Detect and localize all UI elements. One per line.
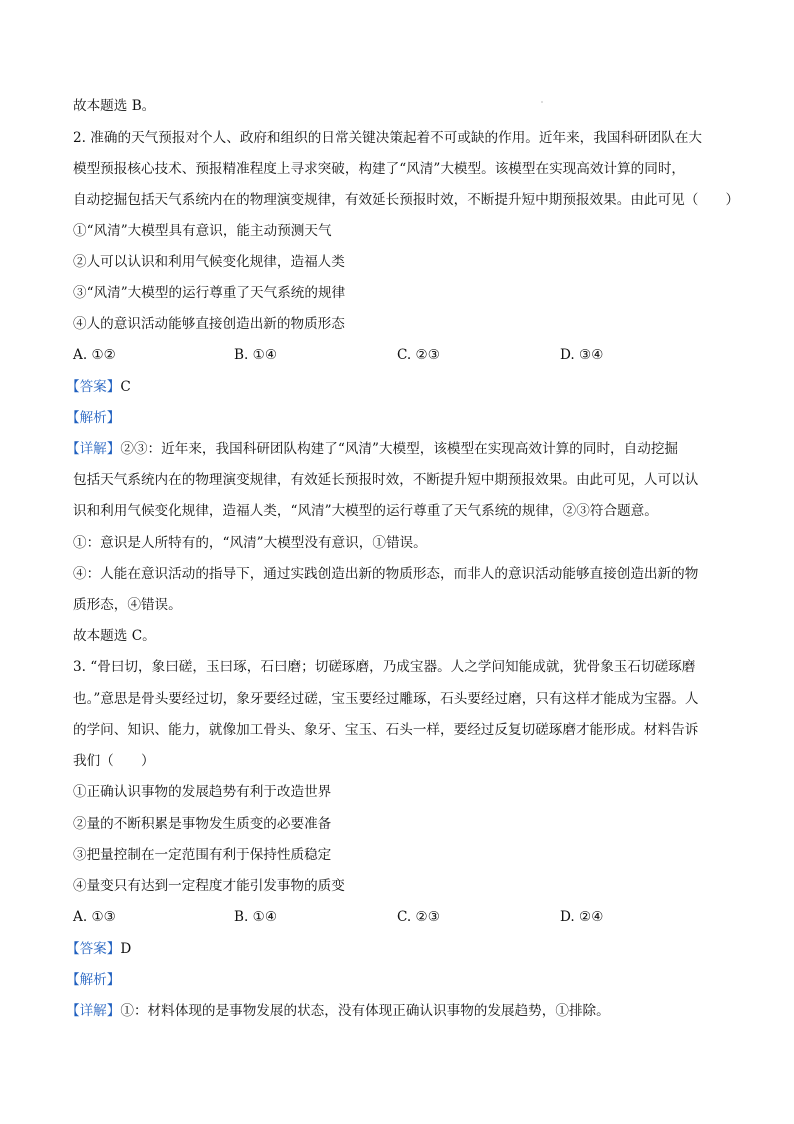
detail-tag: 【详解】 — [66, 441, 121, 457]
analysis-tag: 【解析】 — [66, 972, 121, 988]
q3-detail-line-1: 【详解】①：材料体现的是事物发展的状态，没有体现正确认识事物的发展趋势，①排除。 — [66, 1003, 610, 1019]
q2-option-d: D. ③④ — [560, 347, 604, 363]
q2-statement-4: ④人的意识活动能够直接创造出新的物质形态 — [73, 316, 345, 332]
detail-tag: 【详解】 — [66, 1003, 121, 1019]
q3-statement-4: ④量变只有达到一定程度才能引发事物的质变 — [73, 878, 345, 894]
q2-statement-1: ①“风清”大模型具有意识，能主动预测天气 — [73, 223, 332, 239]
q2-stem-line-3: 自动挖掘包括天气系统内在的物理演变规律，有效延长预报时效，不断提升短中期预报效果。由此可见（ ） — [73, 192, 740, 208]
q3-statement-3: ③把量控制在一定范围有利于保持性质稳定 — [73, 847, 332, 863]
q3-analysis-row — [66, 970, 726, 990]
q3-option-a: A. ①③ — [73, 909, 116, 925]
answer-tag: 【答案】 — [66, 941, 121, 957]
q2-option-b: B. ①④ — [234, 347, 278, 363]
q2-stem-line-2: 模型预报核心技术、预报精准程度上寻求突破，构建了“风清”大模型。该模型在实现高效计算的同时， — [73, 161, 686, 177]
q2-conclusion: 故本题选 C。 — [73, 628, 156, 644]
q2-detail-line-5: ④：人能在意识活动的指导下，通过实践创造出新的物质形态，而非人的意识活动能够直接创造出新的物 — [73, 566, 699, 582]
previous-conclusion: 故本题选 B。 — [73, 98, 156, 114]
q2-analysis-row — [66, 408, 726, 428]
q2-stem-line-1: 2. 准确的天气预报对个人、政府和组织的日常关键决策起着不可或缺的作用。近年来，我国科研团队在大 — [73, 130, 703, 146]
q2-detail-line-2: 包括天气系统内在的物理演变规律，有效延长预报时效，不断提升短中期预报效果。由此可见，人可以认 — [73, 472, 699, 488]
analysis-tag: 【解析】 — [66, 410, 121, 426]
q3-stem-line-2: 也。”意思是骨头要经过切，象牙要经过磋，宝玉要经过雕琢，石头要经过磨，只有这样才能成为宝器。人 — [73, 691, 699, 707]
q2-detail-line-6: 质形态，④错误。 — [73, 597, 182, 613]
scan-speck — [541, 101, 543, 103]
q2-detail-line-1: 【详解】②③：近年来，我国科研团队构建了“风清”大模型，该模型在实现高效计算的同时，自动挖掘 — [66, 441, 679, 457]
q3-statement-2: ②量的不断积累是事物发生质变的必要准备 — [73, 816, 332, 832]
q3-option-c: C. ②③ — [397, 909, 440, 925]
q2-answer-row — [66, 377, 726, 397]
q2-statement-2: ②人可以认识和利用气候变化规律，造福人类 — [73, 254, 345, 270]
q3-stem-line-4: 我们（ ） — [73, 753, 155, 769]
q2-answer: C — [120, 379, 131, 395]
q3-option-d: D. ②④ — [560, 909, 604, 925]
q3-statement-1: ①正确认识事物的发展趋势有利于改造世界 — [73, 784, 332, 800]
q3-stem-line-1: 3. “骨曰切，象曰磋，玉曰琢，石曰磨；切磋琢磨，乃成宝器。人之学问知能成就，犹骨象玉石切磋琢磨 — [73, 659, 696, 675]
q2-option-a: A. ①② — [73, 347, 116, 363]
q2-statement-3: ③“风清”大模型的运行尊重了天气系统的规律 — [73, 285, 346, 301]
q3-stem-line-3: 的学问、知识、能力，就像加工骨头、象牙、宝玉、石头一样，要经过反复切磋琢磨才能形成。材料告诉 — [73, 722, 699, 738]
answer-tag: 【答案】 — [66, 379, 121, 395]
q2-detail-line-3: 识和利用气候变化规律，造福人类，“风清”大模型的运行尊重了天气系统的规律，②③符合题意。 — [73, 503, 658, 519]
q3-answer-row — [66, 939, 726, 959]
q3-answer: D — [120, 941, 132, 957]
q3-option-b: B. ①④ — [234, 909, 278, 925]
q2-detail-line-4: ①：意识是人所特有的，“风清”大模型没有意识，①错误。 — [73, 535, 427, 551]
q2-option-c: C. ②③ — [397, 347, 440, 363]
